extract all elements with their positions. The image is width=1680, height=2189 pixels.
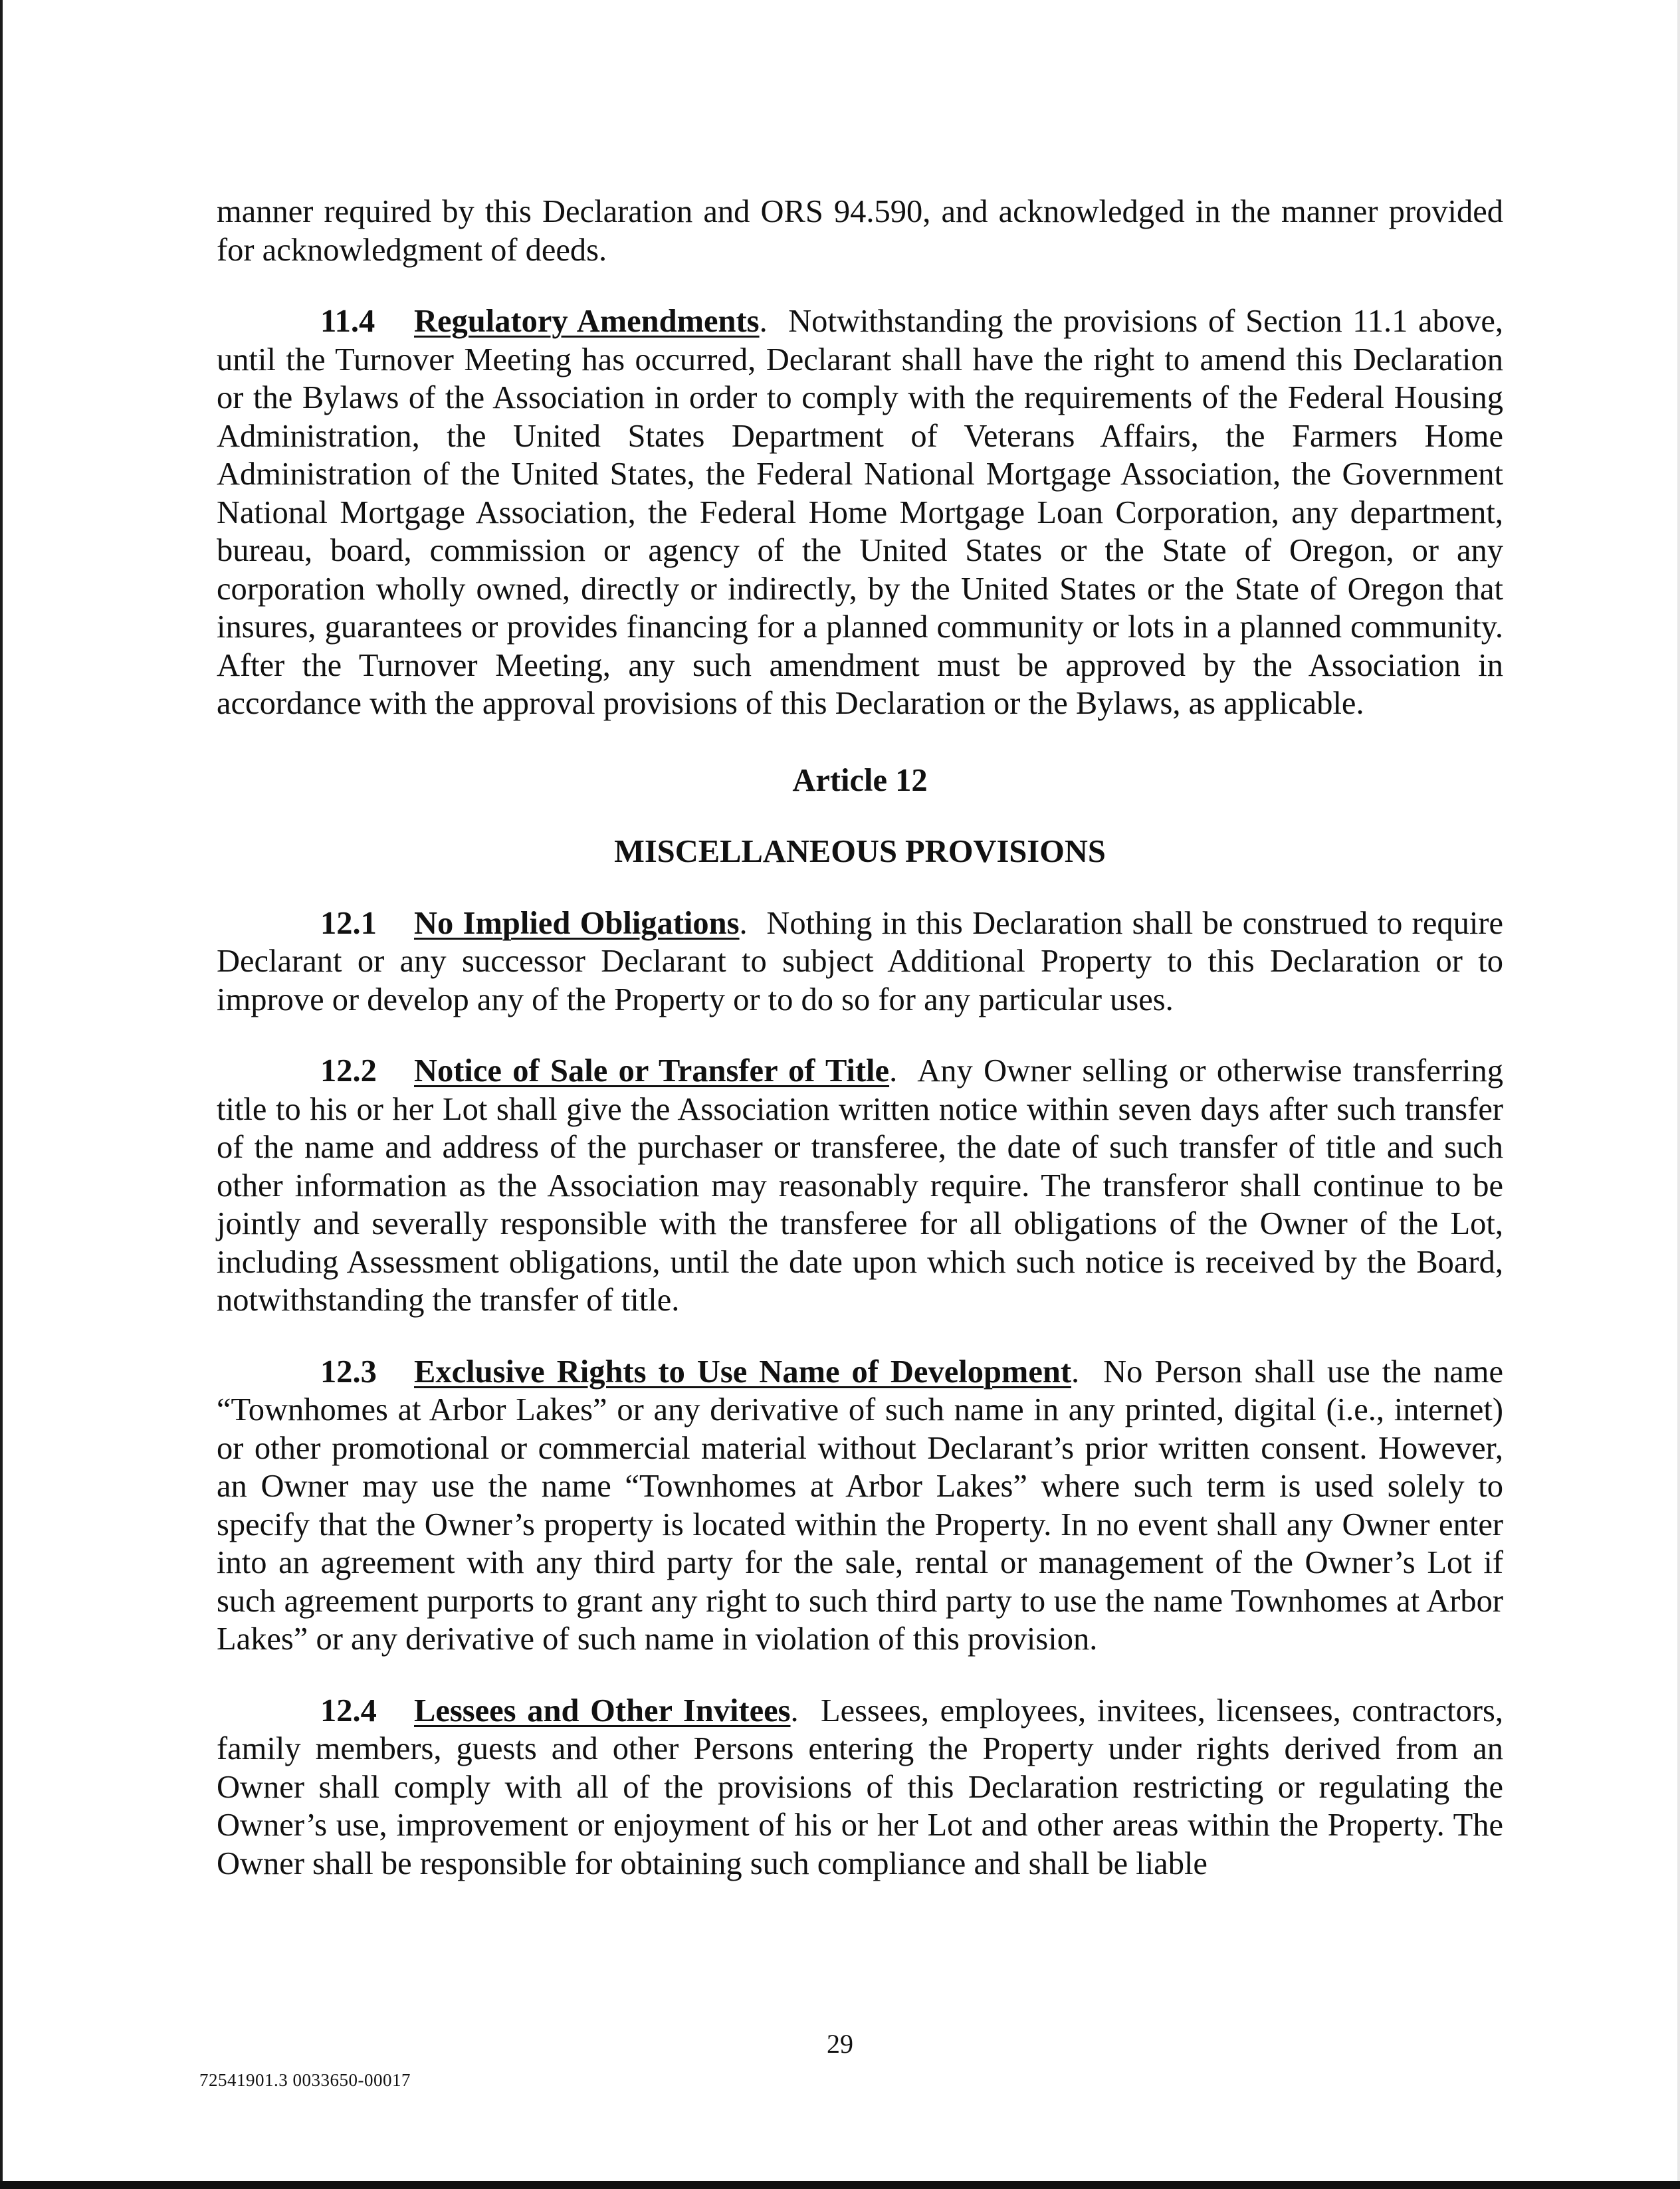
section-11-4 [217, 302, 1503, 723]
section-title-punct: . [790, 1693, 799, 1728]
section-title-punct: . [739, 905, 748, 941]
article-heading: Article 12 [792, 762, 928, 798]
paragraph-spacer [217, 269, 1503, 302]
section-number: 12.4 [320, 1693, 377, 1728]
paragraph-spacer [217, 1320, 1503, 1353]
section-title: Exclusive Rights to Use Name of Development [414, 1354, 1071, 1390]
section-body: No Person shall use the name “Townhomes at Arbor Lakes” or any derivative of such name in any printed, digital (i.e., internet) or other promotional or commercial material without Declarant’s prior written consent. However, an Owner may use the name “Townhomes at Arbor Lakes” where such term is used solely to specify that the Owner’s property is located within the Property. In no event shall any Owner enter into an agreement with any third party for the sale, rental or management of the Owner’s Lot if such agreement purports to grant any right to such third party to use the name Townhomes at Arbor Lakes” or any derivative of such name in violation of this provision. [217, 1354, 1503, 1657]
section-body: Nothing in this Declaration shall be construed to require Declarant or any successor Declarant to subject Additional Property to this Declaration or to improve or develop any of the Property or to do so for any particular uses. [217, 905, 1504, 1017]
section-title-punct: . [759, 304, 768, 339]
section-title-punct: . [1071, 1354, 1080, 1390]
continuation-paragraph: manner required by this Declaration and ORS 94.590, and acknowledged in the manner provided for acknowledgment of deeds. [217, 194, 1503, 268]
section-body: Notwithstanding the provisions of Section 11.1 above, until the Turnover Meeting has occurred, Declarant shall have the right to amend this Declaration or the Bylaws of the Association in order to comply with the requirements of the Federal Housing Administration, the United States Department of Veterans Affairs, the Farmers Home Administration of the United States, the Federal National Mortgage Association, the Government National Mortgage Association, the Federal Home Mortgage Loan Corporation, any department, bureau, board, commission or agency of the United States or the State of Oregon, or any corporation wholly owned, directly or indirectly, by the United States or the State of Oregon that insures, guarantees or provides financing for a planned community or lots in a planned community. After the Turnover Meeting, any such amendment must be approved by the Association in accordance with the approval provisions of this Declaration or the Bylaws, as applicable. [217, 304, 1504, 721]
section-number: 12.3 [320, 1354, 377, 1390]
section-number: 12.2 [320, 1053, 377, 1089]
section-12-2 [217, 1052, 1503, 1320]
section-title: Regulatory Amendments [414, 304, 760, 339]
document-id: 72541901.3 0033650-00017 [199, 2070, 411, 2090]
section-12-3 [217, 1353, 1503, 1659]
section-title: Notice of Sale or Transfer of Title [414, 1053, 890, 1089]
section-number: 12.1 [320, 905, 377, 941]
scan-border-bottom [0, 2181, 1680, 2189]
page-number: 29 [827, 2029, 853, 2059]
section-number: 11.4 [320, 304, 375, 339]
section-body: Lessees, employees, invitees, licensees, contractors, family members, guests and other Persons entering the Property under rights derived from an Owner shall comply with all of the provisions of this Declaration restricting or regulating the Owner’s use, improvement or enjoyment of his or her Lot and other areas within the Property. The Owner shall be responsible for obtaining such compliance and shall be liable [217, 1693, 1503, 1881]
section-body: Any Owner selling or otherwise transferring title to his or her Lot shall give the Association written notice within seven days after such transfer of the name and address of the purchaser or transferee, the date of such transfer of title and such other information as the Association may reasonably require. The transferor shall continue to be jointly and severally responsible with the transferee for all obligations of the Owner of the Lot, including Assessment obligations, until the date upon which such notice is received by the Board, notwithstanding the transfer of title. [217, 1053, 1503, 1318]
scan-border-right [1677, 0, 1680, 2189]
section-title-punct: . [889, 1053, 898, 1089]
section-12-1 [217, 904, 1503, 1019]
section-title: Lessees and Other Invitees [414, 1693, 791, 1728]
paragraph-spacer [217, 1019, 1503, 1052]
scan-border-left [0, 0, 3, 2189]
article-title: MISCELLANEOUS PROVISIONS [614, 834, 1106, 869]
paragraph-spacer [217, 1659, 1503, 1692]
section-title: No Implied Obligations [414, 905, 740, 941]
document-page [217, 193, 1503, 1883]
section-12-4 [217, 1692, 1503, 1883]
